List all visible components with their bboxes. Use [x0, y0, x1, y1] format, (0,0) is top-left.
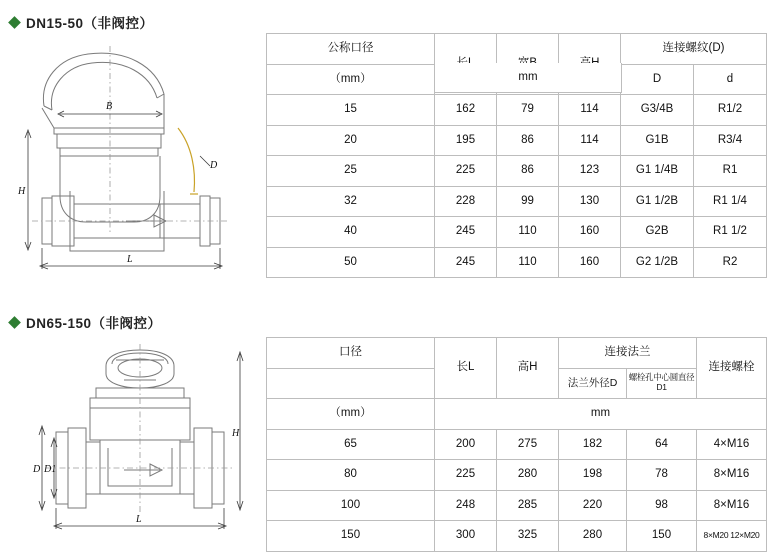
cell-flange-od: 198	[559, 460, 627, 491]
cell-thread-d-lower: R2	[694, 247, 767, 278]
diamond-bullet-icon	[8, 16, 21, 29]
header-nominal: 公称口径	[267, 34, 435, 65]
dim-l-label: L	[127, 254, 133, 265]
table-row	[267, 217, 767, 248]
cell-bore: 100	[267, 490, 435, 521]
dim-l-label: L	[136, 514, 142, 525]
cell-length: 162	[435, 95, 497, 126]
table-row	[267, 521, 767, 552]
drawing-dn15-50	[14, 36, 264, 286]
cell-flange-od: 220	[559, 490, 627, 521]
cell-bolt: 8×M20 12×M20	[697, 521, 767, 552]
table1-unit-mm-span: mm	[434, 63, 622, 94]
cell-height: 325	[497, 521, 559, 552]
table-row	[267, 247, 767, 278]
dim-d-label: D	[33, 464, 41, 475]
cell-height: 123	[559, 156, 621, 187]
table-unit-mm-row	[267, 399, 767, 430]
cell-thread-d: G1 1/4B	[621, 156, 694, 187]
cell-height: 280	[497, 460, 559, 491]
cell-thread-d: G1 1/2B	[621, 186, 694, 217]
cell-height: 160	[559, 247, 621, 278]
cell-flange-od: 182	[559, 429, 627, 460]
table-header-row	[267, 34, 767, 65]
header-bolt-circle: 螺栓孔中心圆直径D1	[627, 368, 697, 399]
header-flange: 连接法兰	[559, 338, 697, 369]
cell-bore: 65	[267, 429, 435, 460]
cell-bolt-circle: 64	[627, 429, 697, 460]
cell-thread-d-lower: R1 1/4	[694, 186, 767, 217]
cell-thread-d-lower: R3/4	[694, 125, 767, 156]
cell-nominal: 15	[267, 95, 435, 126]
table-row	[267, 156, 767, 187]
table-row	[267, 125, 767, 156]
cell-width: 110	[497, 217, 559, 248]
cell-bolt: 4×M16	[697, 429, 767, 460]
cell-flange-od: 280	[559, 521, 627, 552]
table-row	[267, 490, 767, 521]
cell-thread-d-lower: R1 1/2	[694, 217, 767, 248]
cell-length: 225	[435, 460, 497, 491]
header-flange-od: 法兰外径D	[559, 368, 627, 399]
header-nominal-unit: （mm）	[267, 64, 435, 95]
table-row	[267, 460, 767, 491]
header-thread-d-lower: d	[694, 64, 767, 95]
cell-bolt-circle: 98	[627, 490, 697, 521]
cell-height: 275	[497, 429, 559, 460]
cell-thread-d: G2B	[621, 217, 694, 248]
section-title-dn15	[10, 12, 154, 32]
cell-thread-d-lower: R1/2	[694, 95, 767, 126]
cell-width: 79	[497, 95, 559, 126]
cell-length: 228	[435, 186, 497, 217]
cell-length: 248	[435, 490, 497, 521]
cell-length: 225	[435, 156, 497, 187]
cell-height: 285	[497, 490, 559, 521]
header-height: 高H	[497, 338, 559, 399]
header-length: 长L	[435, 338, 497, 399]
header-bore: 口径	[267, 338, 435, 369]
cell-length: 300	[435, 521, 497, 552]
cell-height: 114	[559, 95, 621, 126]
cell-width: 110	[497, 247, 559, 278]
header-thread: 连接螺纹(D)	[621, 34, 767, 65]
drawing-dn65-150	[28, 336, 258, 541]
cell-height: 160	[559, 217, 621, 248]
cell-thread-d: G2 1/2B	[621, 247, 694, 278]
cell-width: 86	[497, 125, 559, 156]
cell-nominal: 20	[267, 125, 435, 156]
cell-width: 86	[497, 156, 559, 187]
dim-b-label: B	[106, 101, 113, 112]
cell-nominal: 50	[267, 247, 435, 278]
table-row	[267, 429, 767, 460]
cell-bolt-circle: 78	[627, 460, 697, 491]
header-unit-mm: mm	[435, 399, 767, 430]
section-title-dn15-label: DN15-50（非阀控）	[26, 16, 154, 31]
cell-length: 200	[435, 429, 497, 460]
cell-bore: 150	[267, 521, 435, 552]
cell-length: 245	[435, 247, 497, 278]
cell-length: 195	[435, 125, 497, 156]
header-thread-d-upper: D	[621, 64, 694, 95]
header-bore-unit: （mm）	[267, 399, 435, 430]
header-bore-unit-placeholder	[267, 368, 435, 399]
section-title-dn65	[10, 312, 162, 332]
table-row	[267, 186, 767, 217]
cell-thread-d: G3/4B	[621, 95, 694, 126]
cell-thread-d: G1B	[621, 125, 694, 156]
cell-nominal: 32	[267, 186, 435, 217]
cell-thread-d-lower: R1	[694, 156, 767, 187]
section-title-dn65-label: DN65-150（非阀控）	[26, 316, 162, 331]
cell-bolt: 8×M16	[697, 490, 767, 521]
table-row	[267, 95, 767, 126]
dim-h-label: H	[18, 186, 26, 197]
diamond-bullet-icon	[8, 316, 21, 329]
dim-d1-label: D1	[44, 464, 57, 475]
cell-width: 99	[497, 186, 559, 217]
cell-length: 245	[435, 217, 497, 248]
dim-d-label: D	[210, 160, 218, 171]
cell-height: 114	[559, 125, 621, 156]
cell-nominal: 40	[267, 217, 435, 248]
header-bolt: 连接螺栓	[697, 338, 767, 399]
table-dn65-150	[266, 337, 767, 552]
dim-h-label: H	[232, 428, 240, 439]
cell-bolt-circle: 150	[627, 521, 697, 552]
cell-bore: 80	[267, 460, 435, 491]
cell-height: 130	[559, 186, 621, 217]
cell-bolt: 8×M16	[697, 460, 767, 491]
cell-nominal: 25	[267, 156, 435, 187]
table-header-row	[267, 338, 767, 369]
